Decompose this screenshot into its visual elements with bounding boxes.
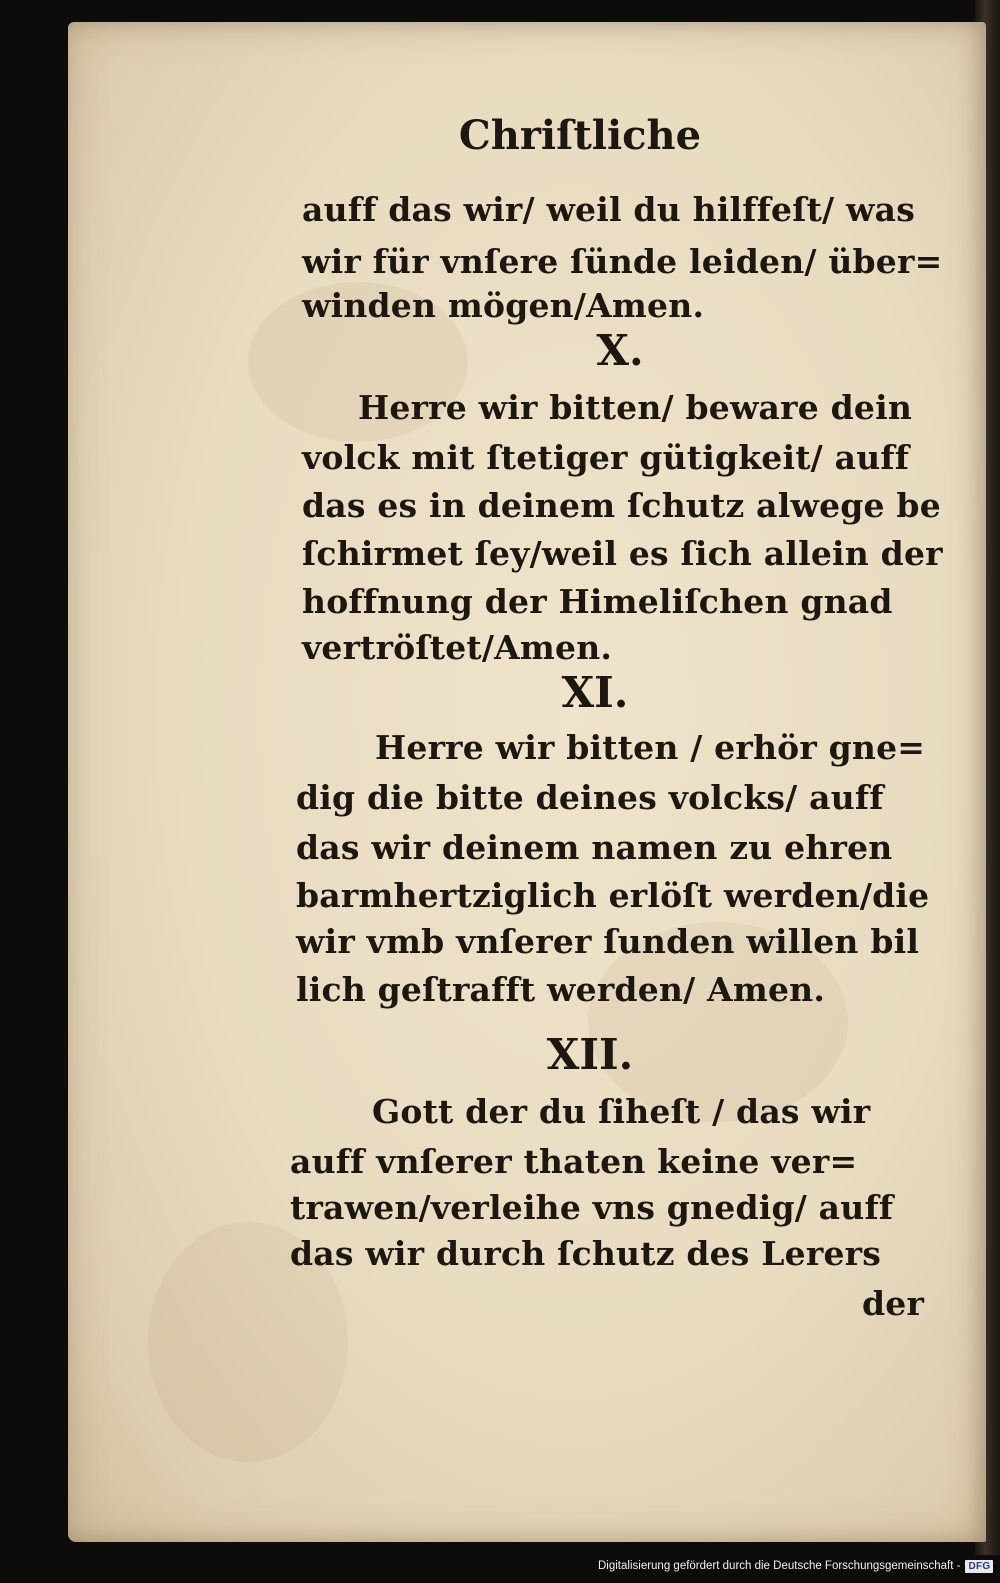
- text-line: volck mit ſtetiger gütigkeit/ auff: [302, 438, 910, 477]
- text-line: winden mögen/Amen.: [302, 286, 705, 325]
- text-line: vertröſtet/Amen.: [302, 628, 613, 667]
- dfg-logo: DFG: [965, 1560, 993, 1573]
- digitization-credit: [598, 1556, 993, 1576]
- text-line: auff das wir/ weil du hilffeſt/ was: [302, 190, 915, 229]
- catchword: der: [862, 1284, 925, 1323]
- text-line: wir vmb vnſerer ſunden willen bil: [296, 922, 920, 961]
- text-line: barmhertziglich erlöſt werden/die: [296, 876, 930, 915]
- text-line: wir für vnſere ſünde leiden/ über=: [302, 242, 943, 281]
- text-line: hoffnung der Himeliſchen gnad: [302, 582, 893, 621]
- running-head: Chriſtliche: [458, 112, 702, 159]
- prayer-numeral: XI.: [561, 668, 629, 717]
- text-line: Herre wir bitten / erhör gne=: [375, 728, 926, 767]
- text-line: Herre wir bitten/ beware dein: [358, 388, 913, 427]
- text-line: lich geſtrafft werden/ Amen.: [296, 970, 826, 1009]
- credit-text: Digitalisierung gefördert durch die Deutsche Forschungsgemeinschaft -: [598, 1560, 961, 1572]
- text-line: das wir deinem namen zu ehren: [296, 828, 893, 867]
- text-line: ſchirmet ſey/weil es ſich allein der: [302, 534, 943, 573]
- text-line: trawen/verleihe vns gnedig/ auff: [290, 1188, 894, 1227]
- prayer-numeral: XII.: [546, 1030, 634, 1079]
- text-line: auff vnſerer thaten keine ver=: [290, 1142, 858, 1181]
- text-line: Gott der du ſiheſt / das wir: [372, 1092, 871, 1131]
- text-line: das es in deinem ſchutz alwege be: [302, 486, 941, 525]
- prayer-numeral: X.: [596, 326, 644, 375]
- text-line: dig die bitte deines volcks/ auff: [296, 778, 884, 817]
- text-line: das wir durch ſchutz des Lerers: [290, 1234, 881, 1273]
